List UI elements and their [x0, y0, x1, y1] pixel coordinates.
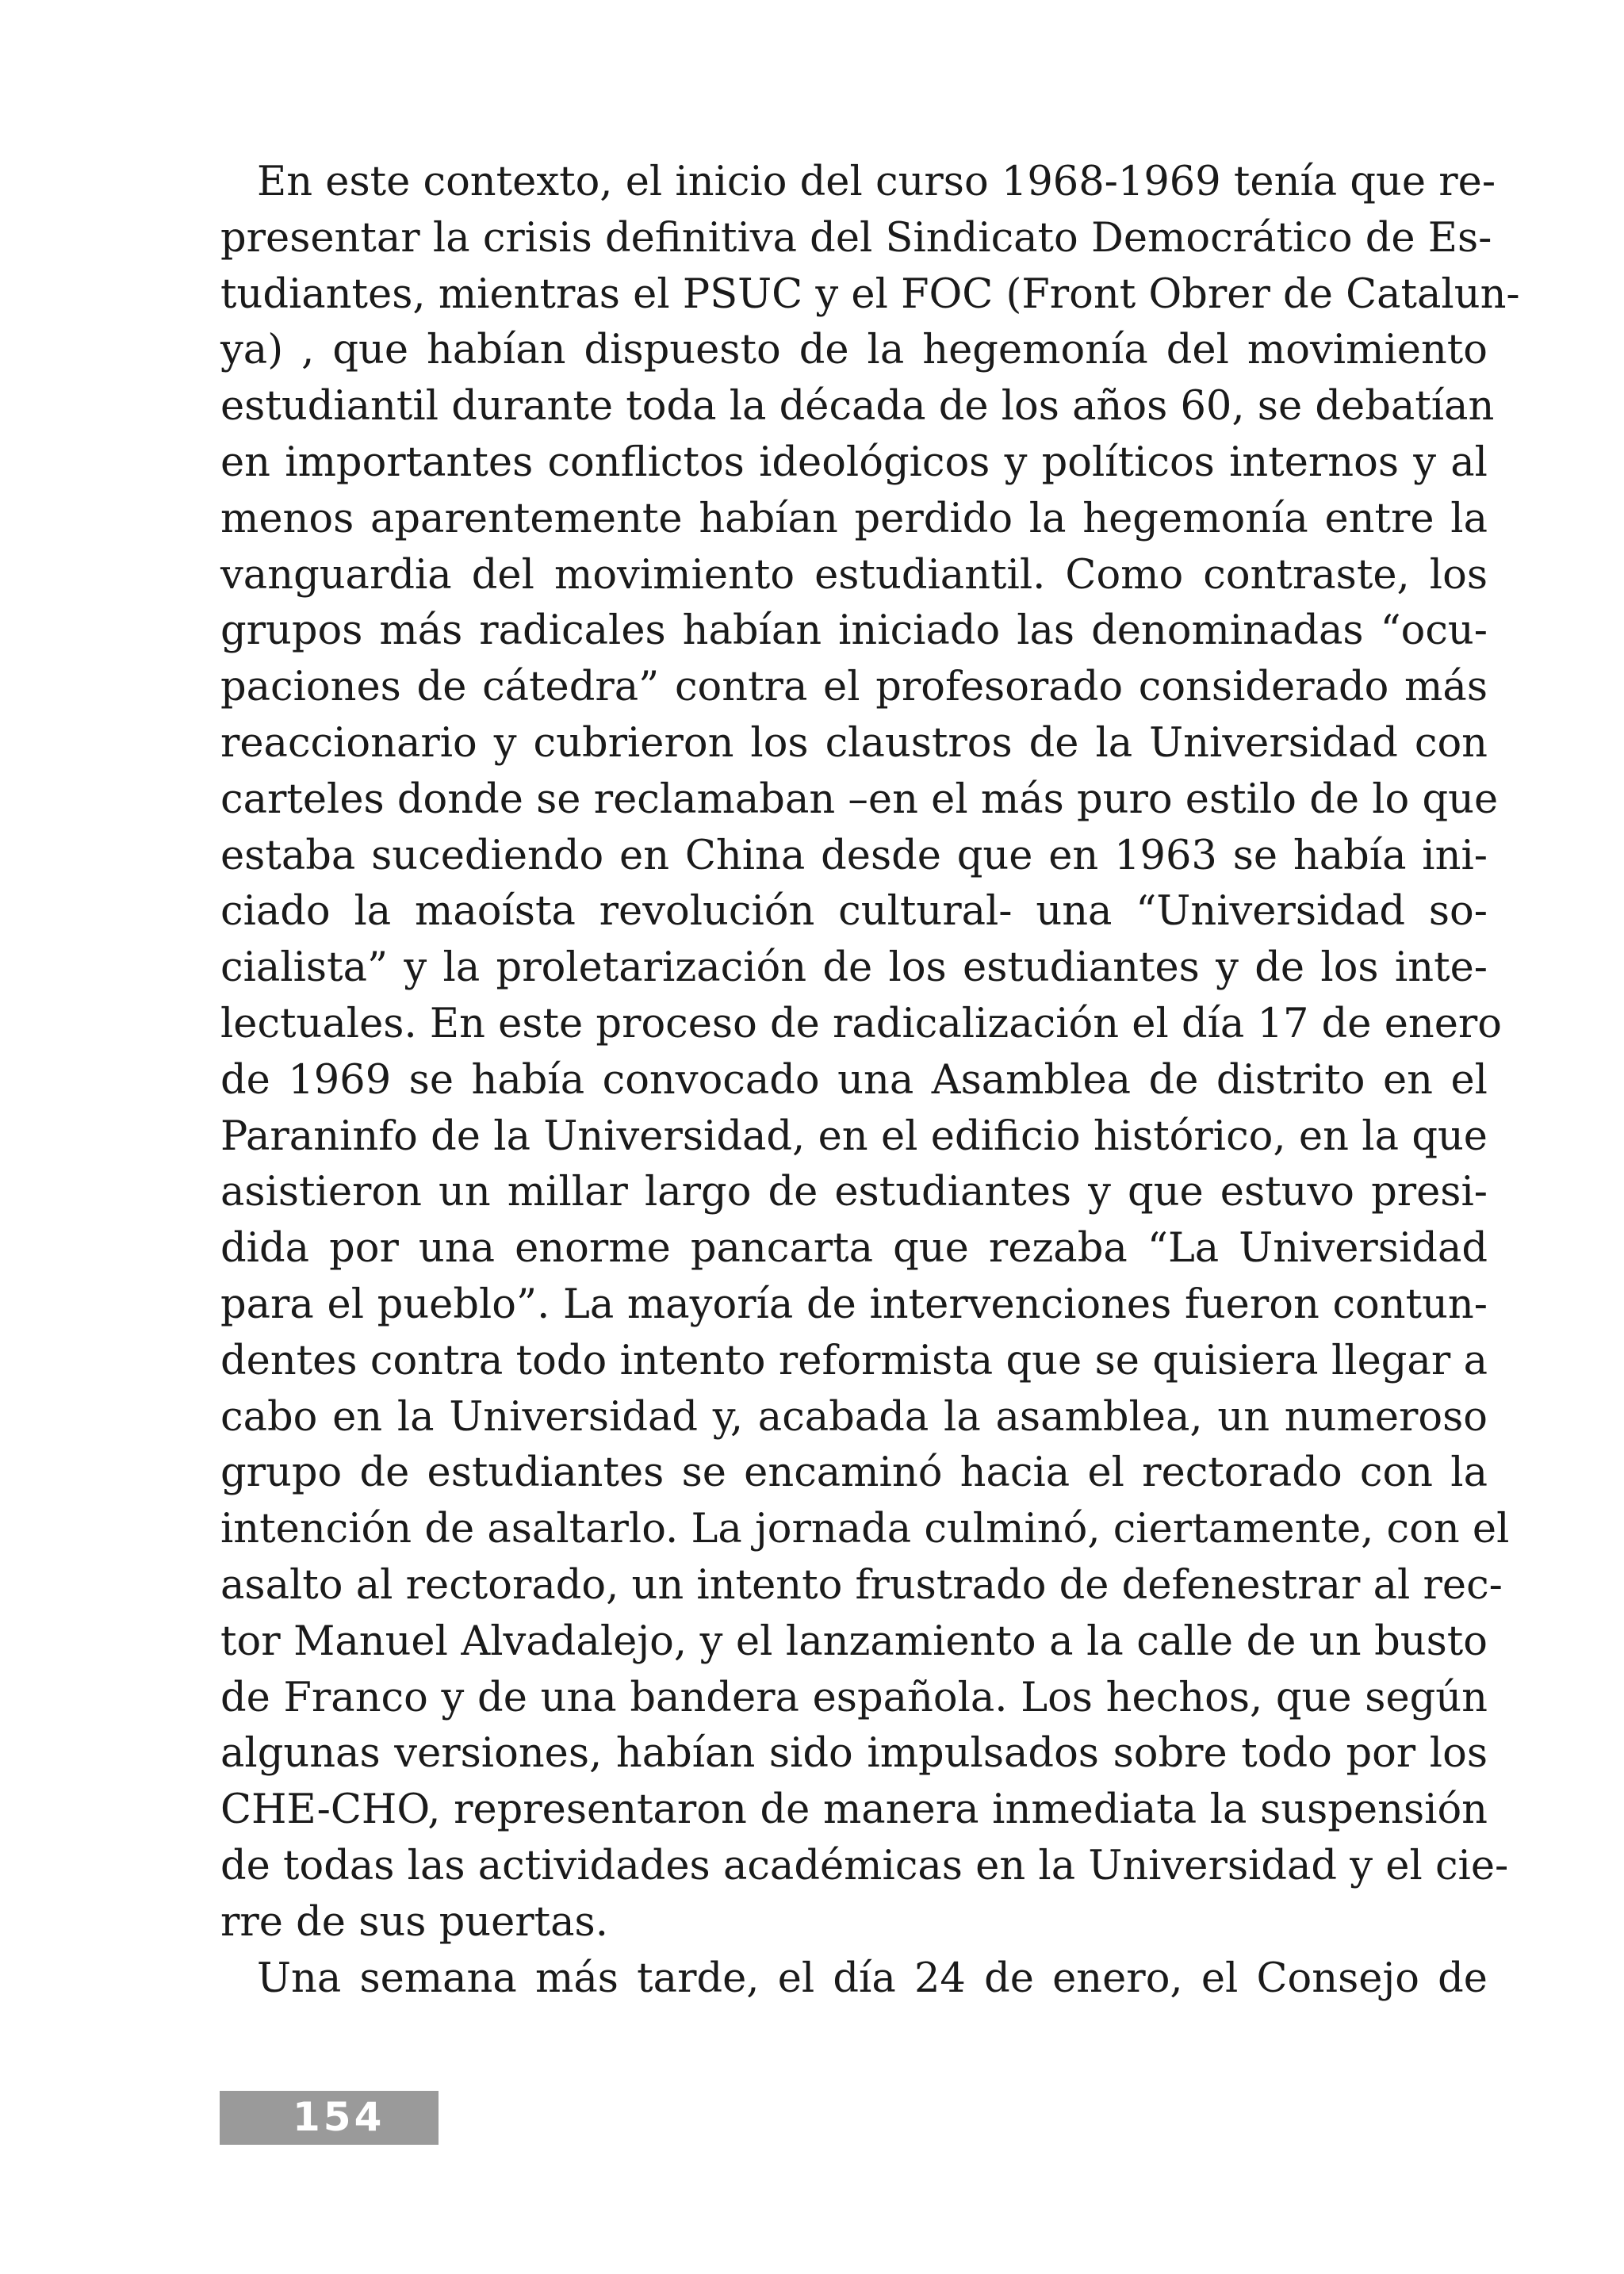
- text-line: de todas las actividades académicas en la Universidad y el cie-: [220, 1842, 1509, 1889]
- text-line: de 1969 se había convocado una Asamblea de distrito en el: [220, 1056, 1488, 1104]
- text-line: reaccionario y cubrieron los claustros de la Universidad con: [220, 719, 1488, 767]
- text-line: intención de asaltarlo. La jornada culminó, ciertamente, con el: [220, 1506, 1510, 1553]
- text-line: para el pueblo”. La mayoría de intervenciones fueron contun-: [220, 1281, 1488, 1328]
- text-line: carteles donde se reclamaban –en el más puro estilo de lo que: [220, 775, 1499, 823]
- text-line: de Franco y de una bandera española. Los hechos, que según: [220, 1674, 1488, 1721]
- text-line: estudiantil durante toda la década de los años 60, se debatían: [220, 383, 1495, 431]
- text-line: grupo de estudiantes se encaminó hacia el rectorado con la: [220, 1449, 1488, 1497]
- text-line: En este contexto, el inicio del curso 1968-1969 tenía que re-: [257, 159, 1496, 205]
- text-line: asalto al rectorado, un intento frustrado de defenestrar al rec-: [220, 1561, 1503, 1609]
- text-line: lectuales. En este proceso de radicalización el día 17 de enero: [220, 1000, 1502, 1047]
- text-line: vanguardia del movimiento estudiantil. Como contraste, los: [220, 551, 1488, 599]
- text-line: asistieron un millar largo de estudiantes y que estuvo presi-: [220, 1169, 1488, 1216]
- page-number: 154: [293, 2094, 385, 2140]
- text-line: paciones de cátedra” contra el profesorado considerado más: [220, 664, 1488, 711]
- text-line: en importantes conflictos ideológicos y políticos internos y al: [220, 438, 1488, 486]
- text-line: presentar la crisis definitiva del Sindicato Democrático de Es-: [220, 214, 1492, 262]
- text-line: menos aparentemente habían perdido la hegemonía entre la: [220, 495, 1488, 542]
- page-number-bar: [220, 2091, 439, 2145]
- text-line: grupos más radicales habían iniciado las denominadas “ocu-: [220, 607, 1488, 655]
- text-line: dida por una enorme pancarta que rezaba “La Universidad: [220, 1225, 1488, 1273]
- text-line: Paraninfo de la Universidad, en el edificio histórico, en la que: [220, 1112, 1488, 1160]
- text-line: rre de sus puertas.: [220, 1898, 608, 1946]
- text-line: CHE-CHO, representaron de manera inmediata la suspensión: [220, 1786, 1488, 1834]
- body-text: [220, 155, 1520, 2007]
- text-line: ya) , que habían dispuesto de la hegemonía del movimiento: [220, 327, 1488, 374]
- text-line: dentes contra todo intento reformista que se quisiera llegar a: [220, 1337, 1488, 1384]
- text-line: ciado la maoísta revolución cultural- una “Universidad so-: [220, 888, 1488, 936]
- text-line: algunas versiones, habían sido impulsados sobre todo por los: [220, 1730, 1488, 1778]
- text-line: tudiantes, mientras el PSUC y el FOC (Front Obrer de Catalun-: [220, 270, 1520, 318]
- text-line: estaba sucediendo en China desde que en 1963 se había ini-: [220, 832, 1488, 879]
- text-line: cialista” y la proletarización de los estudiantes y de los inte-: [220, 944, 1488, 992]
- text-line: tor Manuel Alvadalejo, y el lanzamiento a la calle de un busto: [220, 1617, 1488, 1665]
- text-line: cabo en la Universidad y, acabada la asamblea, un numeroso: [220, 1393, 1488, 1441]
- text-line: Una semana más tarde, el día 24 de enero, el Consejo de: [257, 1954, 1488, 2002]
